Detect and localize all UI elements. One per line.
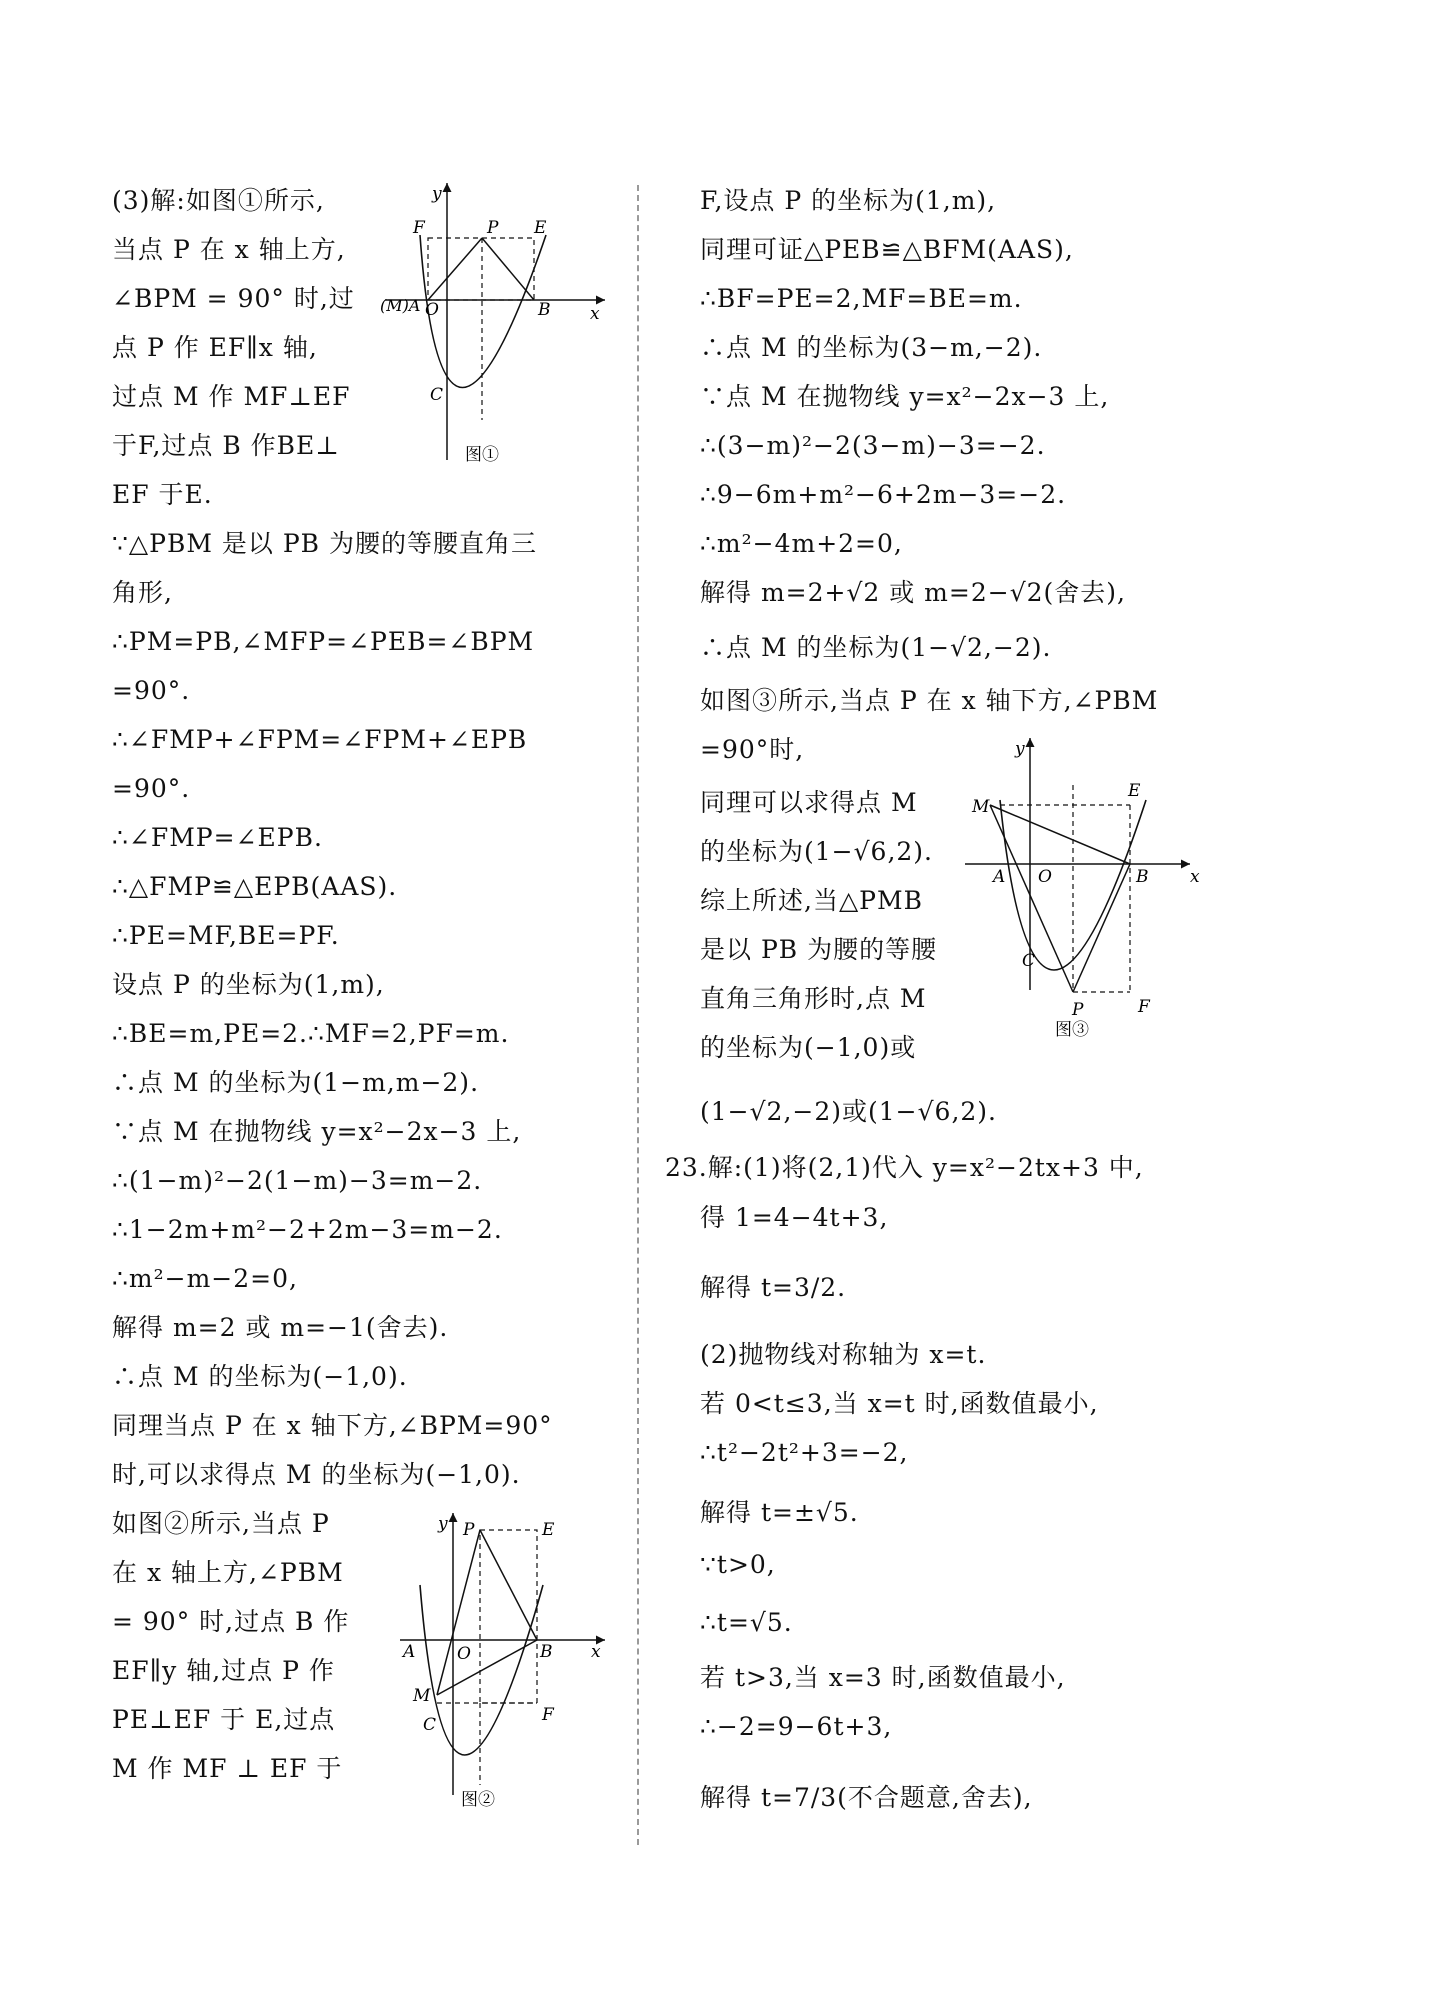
text-line: ∠BPM = 90° 时,过 (112, 284, 355, 313)
figure-1 (380, 175, 620, 475)
text-line: 解得 t=3/2. (700, 1273, 847, 1302)
text-line: ∴点 M 的坐标为(3−m,−2). (700, 333, 1043, 362)
text-line: 解得 m=2+√2 或 m=2−√2(舍去), (700, 578, 1126, 607)
text-line: =90°. (112, 676, 191, 705)
fig1-label-C: C (430, 385, 444, 405)
fig1-label-F: F (413, 218, 425, 238)
text-line: 点 P 作 EF∥x 轴, (112, 333, 318, 362)
fig2-label-C: C (423, 1715, 437, 1735)
fig2-label-A: A (403, 1642, 416, 1662)
fig2-label-P: P (463, 1520, 475, 1540)
text-line: ∴点 M 的坐标为(1−√2,−2). (700, 633, 1052, 662)
text-line: 23.解:(1)将(2,1)代入 y=x²−2tx+3 中, (665, 1153, 1144, 1182)
fig1-label-MA: (M)A (380, 296, 421, 315)
fig2-caption: 图② (461, 1790, 495, 1810)
text-line: 同理可以求得点 M (700, 788, 918, 817)
text-line: ∴△FMP≌△EPB(AAS). (112, 872, 398, 901)
text-line: ∴m²−m−2=0, (112, 1264, 298, 1293)
text-line: PE⊥EF 于 E,过点 (112, 1705, 336, 1734)
text-line: 解得 t=±√5. (700, 1498, 859, 1527)
fig1-label-x: x (590, 304, 600, 324)
fig2-label-B: B (540, 1642, 553, 1662)
fig2-label-O: O (457, 1644, 471, 1664)
text-line: ∴PM=PB,∠MFP=∠PEB=∠BPM (112, 627, 535, 656)
text-line: 角形, (112, 578, 173, 607)
text-line: ∵△PBM 是以 PB 为腰的等腰直角三 (112, 529, 537, 558)
text-line: ∴∠FMP=∠EPB. (112, 823, 323, 852)
text-line: 如图③所示,当点 P 在 x 轴下方,∠PBM (700, 686, 1159, 715)
text-line: 解得 t=7/3(不合题意,舍去), (700, 1783, 1033, 1812)
text-line: ∴∠FMP+∠FPM=∠FPM+∠EPB (112, 725, 528, 754)
fig3-label-A: A (993, 867, 1006, 887)
text-line: F,设点 P 的坐标为(1,m), (700, 186, 997, 215)
text-line: ∴BE=m,PE=2.∴MF=2,PF=m. (112, 1019, 510, 1048)
text-line: 的坐标为(−1,0)或 (700, 1033, 917, 1062)
text-line: = 90° 时,过点 B 作 (112, 1607, 350, 1636)
text-line: 设点 P 的坐标为(1,m), (112, 970, 385, 999)
column-divider (637, 185, 639, 1845)
text-line: ∴t=√5. (700, 1608, 793, 1637)
text-line: 如图②所示,当点 P (112, 1509, 330, 1538)
fig3-label-E: E (1128, 781, 1141, 801)
text-line: (1−√2,−2)或(1−√6,2). (700, 1097, 997, 1126)
text-line: ∴PE=MF,BE=PF. (112, 921, 340, 950)
fig3-label-P: P (1072, 1000, 1084, 1020)
text-line: (2)抛物线对称轴为 x=t. (700, 1340, 987, 1369)
text-line: 同理当点 P 在 x 轴下方,∠BPM=90° (112, 1411, 553, 1440)
text-line: 解得 m=2 或 m=−1(舍去). (112, 1313, 449, 1342)
text-line: ∴(3−m)²−2(3−m)−3=−2. (700, 431, 1046, 460)
fig3-label-x: x (1190, 867, 1200, 887)
fig2-label-x: x (591, 1642, 601, 1662)
fig3-label-O: O (1038, 867, 1052, 887)
text-line: EF∥y 轴,过点 P 作 (112, 1656, 335, 1685)
text-line: 过点 M 作 MF⊥EF (112, 382, 351, 411)
figure-3 (960, 730, 1210, 1045)
text-line: ∴点 M 的坐标为(−1,0). (112, 1362, 408, 1391)
text-line: =90°时, (700, 735, 805, 764)
fig3-label-C: C (1022, 951, 1036, 971)
fig3-caption: 图③ (1055, 1020, 1089, 1040)
text-line: 得 1=4−4t+3, (700, 1203, 889, 1232)
fig1-label-E: E (534, 218, 547, 238)
text-line: ∴9−6m+m²−6+2m−3=−2. (700, 480, 1067, 509)
fig3-label-y: y (1015, 739, 1025, 759)
fig3-label-F: F (1138, 997, 1150, 1017)
text-line: ∵点 M 在抛物线 y=x²−2x−3 上, (112, 1117, 522, 1146)
text-line: =90°. (112, 774, 191, 803)
fig1-label-B: B (538, 300, 551, 320)
text-line: ∵t>0, (700, 1550, 776, 1579)
text-line: 是以 PB 为腰的等腰 (700, 935, 938, 964)
fig1-label-O: O (425, 300, 439, 320)
text-line: 综上所述,当△PMB (700, 886, 923, 915)
text-line: ∴BF=PE=2,MF=BE=m. (700, 284, 1023, 313)
text-line: 若 0<t≤3,当 x=t 时,函数值最小, (700, 1389, 1099, 1418)
fig1-label-y: y (432, 184, 442, 204)
text-line: ∴1−2m+m²−2+2m−3=m−2. (112, 1215, 503, 1244)
figure-2 (395, 1505, 615, 1815)
text-line: 直角三角形时,点 M (700, 984, 927, 1013)
fig3-label-B: B (1136, 867, 1149, 887)
text-line: 时,可以求得点 M 的坐标为(−1,0). (112, 1460, 521, 1489)
fig3-label-M: M (972, 797, 990, 817)
fig2-label-F: F (542, 1705, 554, 1725)
fig2-label-y: y (438, 1514, 448, 1534)
text-line: 若 t>3,当 x=3 时,函数值最小, (700, 1663, 1066, 1692)
fig2-label-E: E (542, 1520, 555, 1540)
text-line: M 作 MF ⊥ EF 于 (112, 1754, 343, 1783)
text-line: EF 于E. (112, 480, 213, 509)
fig1-caption: 图① (465, 445, 499, 465)
text-line: ∴点 M 的坐标为(1−m,m−2). (112, 1068, 480, 1097)
text-line: ∴m²−4m+2=0, (700, 529, 903, 558)
text-line: 同理可证△PEB≌△BFM(AAS), (700, 235, 1074, 264)
text-line: 在 x 轴上方,∠PBM (112, 1558, 344, 1587)
text-line: (3)解:如图①所示, (112, 186, 325, 215)
text-line: ∵点 M 在抛物线 y=x²−2x−3 上, (700, 382, 1110, 411)
text-line: ∴−2=9−6t+3, (700, 1712, 893, 1741)
text-line: 于F,过点 B 作BE⊥ (112, 431, 340, 460)
text-line: 当点 P 在 x 轴上方, (112, 235, 346, 264)
text-line: ∴t²−2t²+3=−2, (700, 1438, 909, 1467)
fig1-label-P: P (487, 218, 499, 238)
fig2-label-M: M (413, 1686, 431, 1706)
text-line: ∴(1−m)²−2(1−m)−3=m−2. (112, 1166, 483, 1195)
text-line: 的坐标为(1−√6,2). (700, 837, 933, 866)
